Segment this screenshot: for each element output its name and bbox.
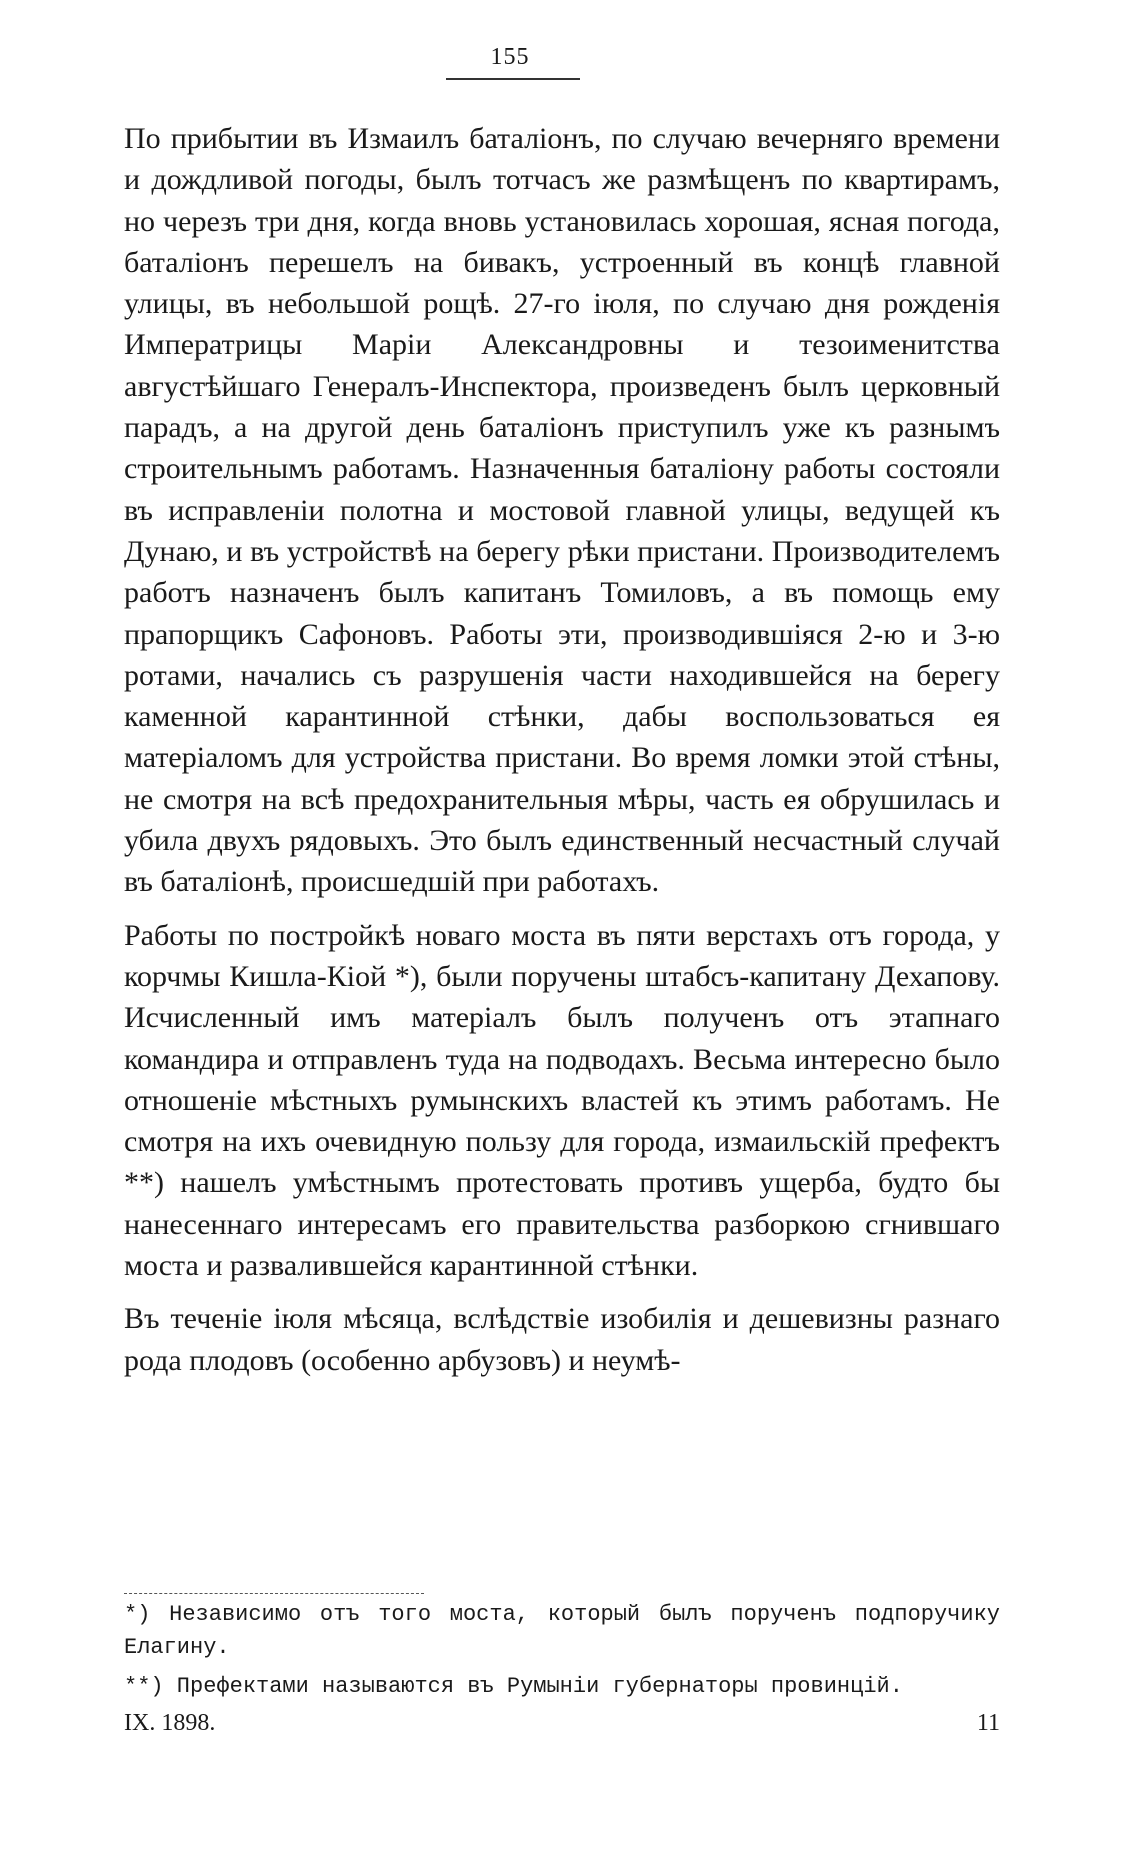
paragraph-1: По прибытии въ Измаилъ баталіонъ, по случаю вечерняго времени и дождливой погоды, былъ тотчасъ же размѣщенъ по квартирамъ, но черезъ три дня, когда вновь установилась хорошая, ясная погода, баталіонъ перешелъ на бивакъ, устроенный въ концѣ главной улицы, въ небольшой рощѣ. 27-го іюля, по случаю дня рожденія Императрицы Маріи Александровны и тезоименитства августѣйшаго Генералъ-Инспектора, произведенъ былъ церковный парадъ, а на другой день баталіонъ приступилъ уже къ разнымъ строительнымъ работамъ. Назначенныя баталіону работы состояли въ исправленіи полотна и мостовой главной улицы, ведущей къ Дунаю, и въ устройствѣ на берегу рѣки пристани. Производителемъ работъ назначенъ былъ капитанъ Томиловъ, а въ помощь ему прапорщикъ Сафоновъ. Работы эти, производившіяся 2-ю и 3-ю ротами, начались съ разрушенія части находившейся на берегу каменной карантинной стѣнки, дабы воспользоваться ея матеріаломъ для устройства пристани. Во время ломки этой стѣны, не смотря на всѣ предохранительныя мѣры, часть ея обрушилась и убила двухъ рядовыхъ. Это былъ единственный несчастный случай въ баталіонѣ, происшедшій при работахъ. bbox=[124, 122, 1000, 899]
paragraph-3: Въ теченіе іюля мѣсяца, вслѣдствіе изобилія и дешевизны разнаго рода плодовъ (особенно арбузовъ) и неумѣ- bbox=[124, 1302, 1000, 1377]
footnotes bbox=[124, 1598, 1000, 1703]
paragraph-2: Работы по постройкѣ новаго моста въ пяти верстахъ отъ города, у корчмы Кишла-Кіой *), были поручены штабсъ-капитану Дехапову. Исчисленный имъ матеріалъ былъ полученъ отъ этапнаго командира и отправленъ туда на подводахъ. Весьма интересно было отношеніе мѣстныхъ румынскихъ властей къ этимъ работамъ. Не смотря на ихъ очевидную пользу для города, измаильскій префектъ **) нашелъ умѣстнымъ протестовать противъ ущерба, будто бы нанесеннаго интересамъ его правительства разборкою сгнившаго моста и развалившейся карантинной стѣнки. bbox=[124, 918, 1000, 1283]
signature-mark: IX. 1898. bbox=[124, 1710, 216, 1736]
footnote-separator bbox=[124, 1593, 424, 1594]
page-number-rule bbox=[446, 78, 580, 80]
footnote-1: *) Независимо отъ того моста, который былъ порученъ подпоручику Елагину. bbox=[124, 1602, 1000, 1660]
page-number: 155 bbox=[490, 44, 530, 70]
footnote-2: **) Префектами называются въ Румыніи губернаторы провинцій. bbox=[124, 1674, 903, 1699]
signature-sheet-number: 11 bbox=[976, 1710, 1000, 1736]
main-text bbox=[124, 118, 1000, 1393]
